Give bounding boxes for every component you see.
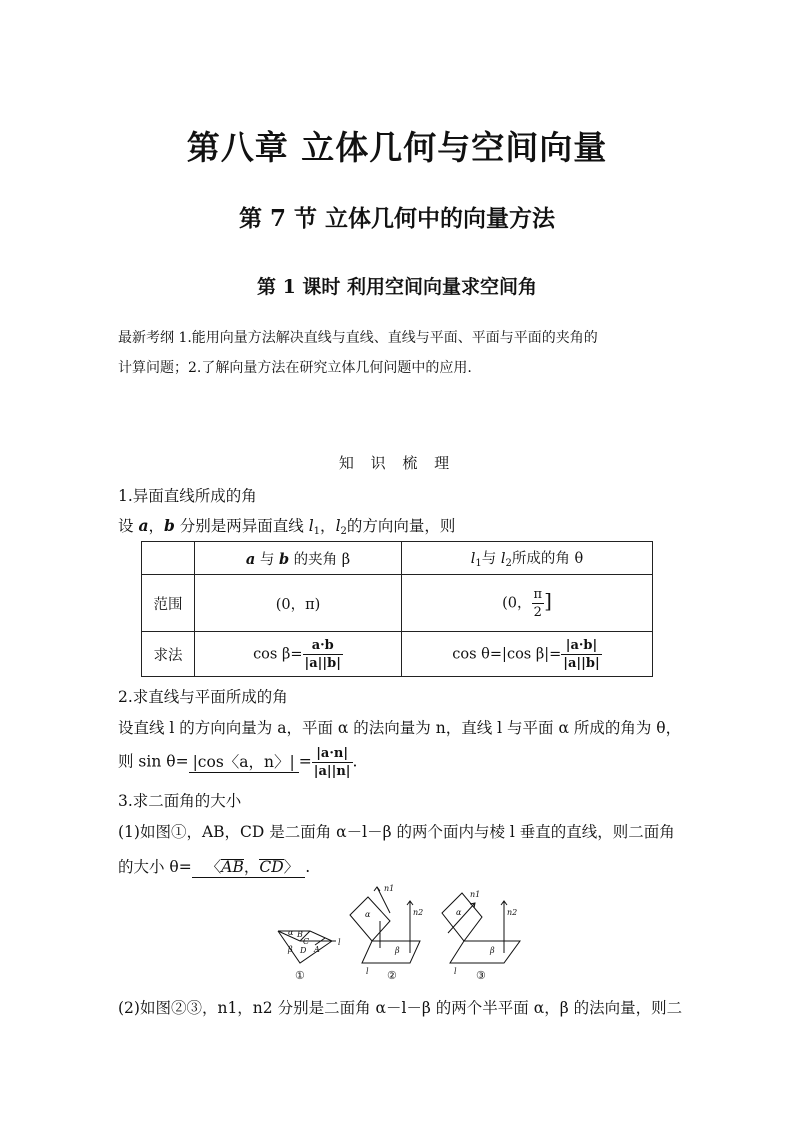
f1-beta: β: [288, 945, 293, 954]
section2-line1: 设直线 l 的方向向量为 a，平面 α 的法向量为 n，直线 l 与平面 α 所成的角为 θ，: [118, 719, 682, 737]
table-header-theta: [402, 542, 653, 575]
text: cos β=: [253, 646, 303, 662]
section1-title: 1.异面直线所成的角: [118, 487, 257, 505]
row-label-method: 求法: [142, 632, 195, 677]
section3-p2-line1: (2)如图②③，n1，n2 分别是二面角 α－l－β 的两个半平面 α，β 的法向量，则二: [118, 999, 683, 1017]
figure-1: [278, 928, 341, 982]
method-beta: [195, 632, 402, 677]
figure-3: [442, 890, 520, 982]
chapter-title: 第八章 立体几何与空间向量: [186, 128, 608, 167]
pi-over-2: [532, 586, 545, 621]
den: |a||b|: [304, 655, 341, 671]
outline-line-2: 计算问题；2.了解向量方法在研究立体几何问题中的应用.: [118, 360, 472, 376]
section3-p1-line1: (1)如图①，AB，CD 是二面角 α－l－β 的两个面内与棱 l 垂直的直线，则二面角: [118, 823, 675, 841]
lesson-title: 第 1 课时 利用空间向量求空间角: [256, 276, 538, 298]
f3-n1: n1: [470, 890, 481, 899]
figure-1-label: ①: [295, 969, 305, 982]
text: 所成的角 θ: [511, 551, 584, 567]
dihedral-figures: [270, 883, 530, 983]
answer-blank: |cos〈a，n〉|: [189, 750, 299, 773]
vector-b: b: [164, 516, 175, 535]
num: |a·n|: [312, 745, 353, 763]
f1-A: A: [314, 945, 320, 954]
sub: 1: [475, 558, 482, 569]
sub: 1: [313, 526, 321, 537]
vector-ab: AB: [221, 858, 244, 876]
num: a·b: [303, 637, 343, 655]
range-beta: (0，π): [195, 575, 402, 632]
vector-cd: CD: [259, 858, 284, 876]
num: π: [533, 586, 543, 602]
text: .: [305, 858, 311, 876]
fraction: [561, 637, 601, 672]
line-l: l: [308, 517, 314, 535]
method-theta: [402, 632, 653, 677]
text: b: [278, 550, 290, 568]
figure-3-label: ③: [476, 969, 486, 982]
text: 与: [481, 551, 501, 567]
text: l: [470, 551, 476, 567]
text: 则 sin θ=: [118, 752, 189, 771]
angle-table: [141, 541, 653, 677]
f2-beta: β: [395, 946, 400, 955]
text: 的夹角 β: [289, 551, 351, 568]
sub: 2: [340, 526, 347, 537]
text: ，: [148, 517, 164, 535]
den: |a||n|: [313, 764, 351, 779]
figure-2: [350, 884, 423, 982]
table-corner: [142, 542, 195, 575]
sub: 2: [505, 558, 512, 569]
fraction: [303, 637, 343, 672]
section-title: 第 7 节 立体几何中的向量方法: [238, 205, 556, 232]
knowledge-heading: 知 识 梳 理: [338, 454, 456, 472]
f1-C: C: [303, 937, 310, 946]
text: ，: [243, 858, 260, 876]
f3-beta: β: [490, 946, 495, 955]
text: 设: [118, 517, 139, 535]
vector-a: a: [138, 516, 149, 535]
section3-title: 3.求二面角的大小: [118, 792, 242, 810]
text: 的大小 θ=: [118, 858, 192, 876]
f3-n2: n2: [507, 908, 518, 917]
text: 分别是两异面直线: [174, 517, 309, 535]
f2-alpha: α: [365, 910, 371, 919]
line-l: l: [335, 517, 341, 535]
f1-B: B: [297, 930, 303, 939]
section3-p1-line2: [118, 855, 310, 878]
text: cos θ=|cos β|=: [452, 646, 562, 662]
answer-blank: [192, 855, 305, 878]
f3-alpha: α: [456, 908, 462, 917]
text: (0，: [502, 595, 532, 611]
text: =: [298, 752, 312, 771]
text: .: [352, 752, 358, 771]
den: |a||b|: [563, 655, 600, 671]
text: 的方向向量，则: [346, 517, 456, 535]
section2-title: 2.求直线与平面所成的角: [118, 688, 288, 706]
row-label-range: 范围: [142, 575, 195, 632]
fraction: [312, 745, 353, 780]
text: a: [245, 550, 256, 568]
text: 〉: [283, 858, 300, 876]
f1-l: l: [338, 938, 341, 947]
den: 2: [533, 604, 542, 620]
f1-D: D: [300, 946, 307, 955]
f3-l: l: [454, 967, 457, 976]
range-theta: (0， $\frac{\pi}{2}$ ]: [402, 575, 653, 632]
section1-intro: 设 a，b 分别是两异面直线 $l_1$，$l_2$的方向向量，则: [118, 516, 456, 537]
f2-n2: n2: [413, 908, 424, 917]
text: l: [500, 551, 506, 567]
f2-n1: n1: [384, 884, 395, 893]
outline-line-1: 最新考纲 1.能用向量方法解决直线与直线、直线与平面、平面与平面的夹角的: [118, 330, 598, 346]
num: |a·b|: [561, 637, 601, 655]
table-header-beta: [195, 542, 402, 575]
f1-alpha: α: [288, 928, 294, 937]
text: 与: [255, 551, 279, 568]
text: 〈: [205, 858, 222, 876]
f2-l: l: [366, 967, 369, 976]
section2-line2: [118, 745, 357, 780]
figure-2-label: ②: [387, 969, 397, 982]
